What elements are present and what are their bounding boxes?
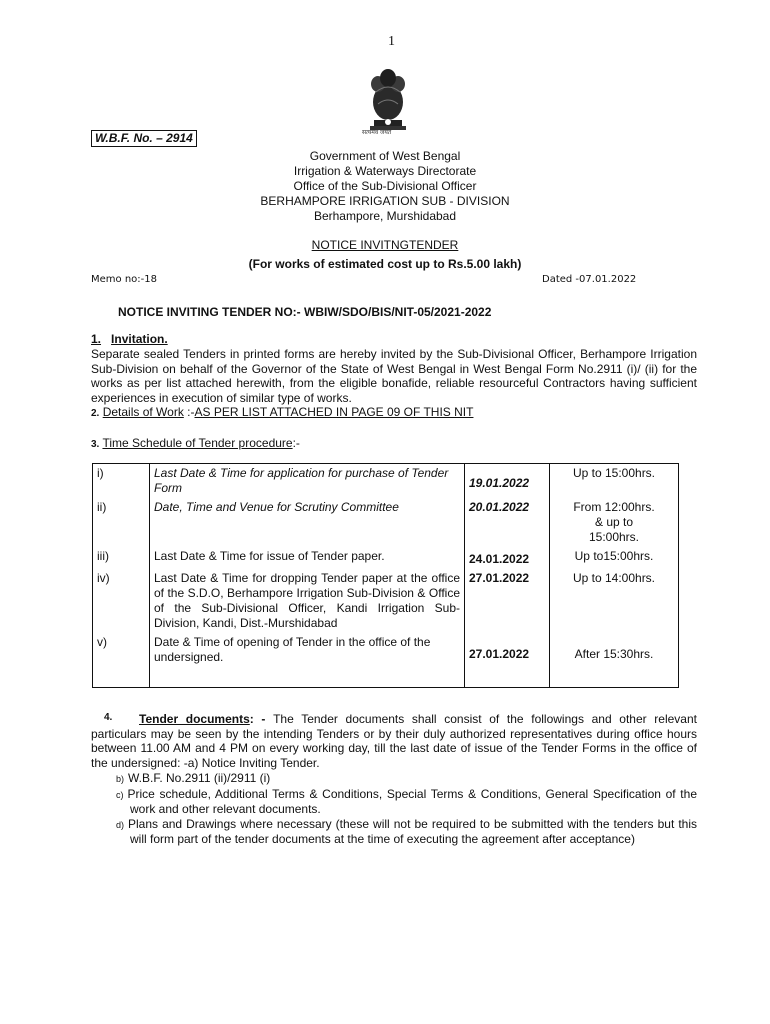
table-row (93, 464, 679, 499)
row-date: 24.01.2022 (465, 547, 550, 569)
section-separator: :- (292, 436, 300, 450)
section-separator: :- (183, 405, 195, 419)
row-date: 27.01.2022 (465, 569, 550, 633)
row-time: Up to 14:00hrs. (550, 569, 679, 633)
list-item (116, 817, 697, 847)
row-number: i) (93, 464, 150, 499)
time-line: 15:00hrs. (588, 530, 640, 544)
section-title: Invitation. (111, 332, 168, 346)
table-row (93, 633, 679, 688)
state-emblem-icon (364, 62, 412, 138)
list-marker: b) (116, 774, 125, 784)
time-line: & up to (594, 515, 634, 529)
page-number: 1 (388, 34, 395, 49)
row-date: 19.01.2022 (465, 464, 550, 499)
tender-documents-body: The Tender documents shall consist of the followings and other relevant particulars may be seen by the intending Tenders or by their duly authorized representatives during office hours between 11.00 AM and 4 PM on every working day, till the last date of issue of the Tender Forms in the office of the undersigned: -a) Notice Inviting Tender. (91, 712, 697, 770)
header-line: BERHAMPORE IRRIGATION SUB - DIVISION (260, 194, 510, 208)
row-date: 27.01.2022 (465, 633, 550, 688)
section-title: Tender documents (139, 712, 250, 726)
header-line: Berhampore, Murshidabad (313, 209, 457, 223)
list-marker: c) (116, 789, 124, 800)
date-line: Dated -07.01.2022 (542, 274, 637, 285)
emblem-motto: सत्यमेव जयते (362, 130, 392, 136)
section-invitation-heading (91, 332, 168, 346)
invitation-text: Separate sealed Tenders in printed forms are hereby invited by the Sub-Divisional Officer, Berhampore Irrigation Sub-Division on behalf of the Governor of the State of West Bengal in West Bengal Form No.2911 (i)/ (ii) for the works as per list attached herewith, from the eligible bonafide, reliable resourceful Contractors having sufficient experiences in execution of similar type of works. (91, 347, 697, 405)
row-number: ii) (93, 498, 150, 547)
section-title: Time Schedule of Tender procedure (102, 436, 293, 450)
row-number: iv) (93, 569, 150, 633)
notice-subtitle: (For works of estimated cost up to Rs.5.00 lakh) (248, 257, 522, 271)
row-number: iii) (93, 547, 150, 569)
section-separator: : - (249, 712, 274, 726)
list-item (116, 771, 697, 787)
table-row (93, 569, 679, 633)
row-time: Up to15:00hrs. (550, 547, 679, 569)
notice-title: NOTICE INVITNGTENDER (311, 238, 459, 252)
row-date: 20.01.2022 (465, 498, 550, 547)
row-time: Up to 15:00hrs. (550, 464, 679, 499)
row-description: Last Date & Time for dropping Tender paper at the office of the S.D.O, Berhampore Irrigation Sub-Division & Office of the Sub-Divisional Officer, Kandi Irrigation Sub-Division, Kandi, Dist.-Murshidabad (150, 569, 465, 633)
table-row (93, 498, 679, 547)
office-header (0, 149, 770, 224)
schedule-table (92, 463, 679, 688)
list-text: Plans and Drawings where necessary (these will not be required to be submitted with the tenders but this will form part of the tender documents at the time of executing the agreement after acceptance) (128, 816, 697, 846)
section-number: 4. (104, 712, 113, 723)
section-number: 1. (91, 332, 102, 346)
row-description: Last Date & Time for issue of Tender paper. (150, 547, 465, 569)
row-time (550, 498, 679, 547)
row-description: Date & Time of opening of Tender in the office of the undersigned. (150, 633, 465, 688)
tender-documents-list (116, 771, 697, 847)
row-description: Last Date & Time for application for purchase of Tender Form (150, 464, 465, 499)
memo-number: Memo no:-18 (91, 274, 157, 285)
row-number: v) (93, 633, 150, 688)
list-item (116, 787, 697, 817)
tender-documents-text (91, 712, 697, 770)
section-details-of-work (91, 405, 473, 419)
header-line: Office of the Sub-Divisional Officer (293, 179, 477, 193)
list-marker: d) (116, 819, 125, 830)
nit-number: NOTICE INVITING TENDER NO:- WBIW/SDO/BIS/NIT-05/2021-2022 (118, 305, 492, 319)
details-value: AS PER LIST ATTACHED IN PAGE 09 OF THIS NIT (194, 405, 474, 419)
section-number: 2. (91, 408, 100, 419)
section-title: Details of Work (102, 405, 184, 419)
wbf-number: W.B.F. No. – 2914 (91, 130, 197, 147)
list-text: Price schedule, Additional Terms & Conditions, Special Terms & Conditions, General Specification of the work and other relevant documents. (127, 786, 697, 816)
time-line: From 12:00hrs. (573, 500, 655, 514)
section-number: 3. (91, 439, 100, 450)
table-row (93, 547, 679, 569)
section-time-schedule (91, 436, 300, 450)
header-line: Irrigation & Waterways Directorate (293, 164, 477, 178)
header-line: Government of West Bengal (309, 149, 461, 163)
list-text: W.B.F. No.2911 (ii)/2911 (i) (128, 771, 271, 785)
row-time: After 15:30hrs. (550, 633, 679, 688)
row-description: Date, Time and Venue for Scrutiny Committee (150, 498, 465, 547)
